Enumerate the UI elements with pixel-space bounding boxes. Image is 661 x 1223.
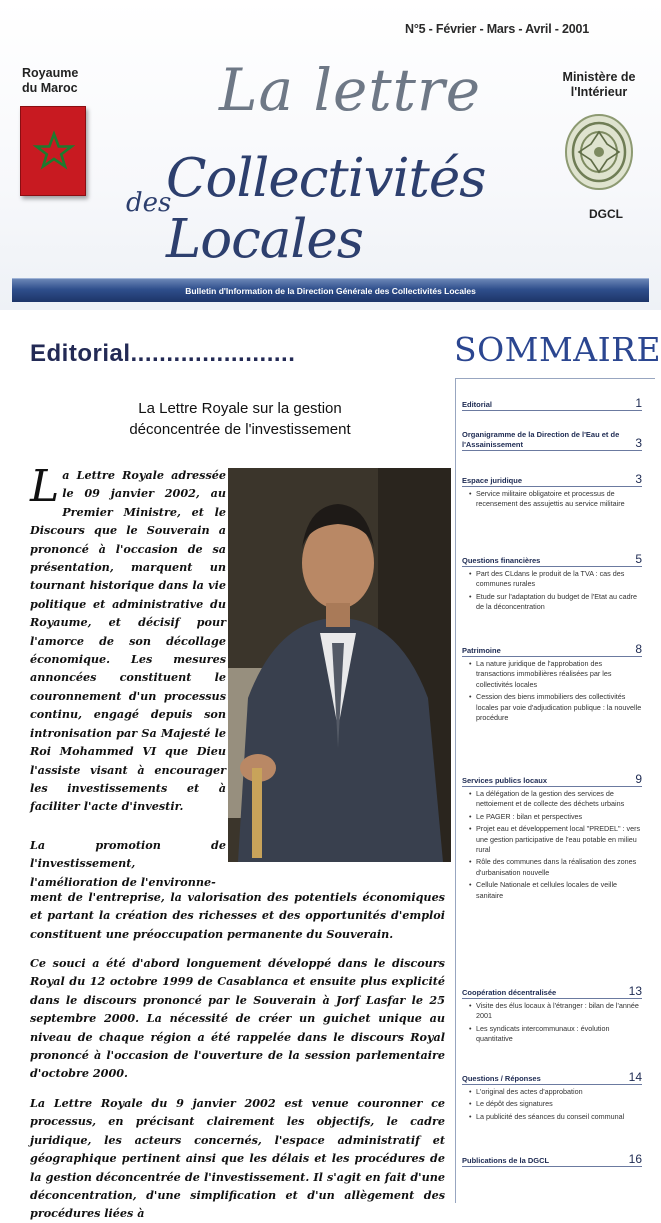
editorial-title-line-1: La Lettre Royale sur la gestion xyxy=(138,400,342,417)
toc-item[interactable]: • La nature juridique de l'approbation des transactions immobilières réalisées par les collectivités locales xyxy=(462,659,642,690)
toc-item[interactable]: • Les syndicats intercommunaux : évolution quantitative xyxy=(462,1024,642,1045)
kingdom-line-2: du Maroc xyxy=(22,81,78,95)
toc-section xyxy=(462,1152,642,1167)
subtitle-band-text: Bulletin d'Information de la Direction Générale des Collectivités Locales xyxy=(185,286,476,296)
subtitle-band xyxy=(12,278,649,302)
ministry-label xyxy=(559,70,639,100)
toc-page-number: 16 xyxy=(628,1152,642,1166)
editorial-title xyxy=(90,398,390,440)
ministry-line-2: l'Intérieur xyxy=(570,85,628,99)
editorial-paragraph-2: La promotion de l'investissement, l'amélioration de l'environne- xyxy=(30,838,226,889)
toc-section-title[interactable]: Services publics locaux 9 xyxy=(462,772,642,786)
newsletter-title-line-1: La lettre xyxy=(218,56,482,124)
toc-section xyxy=(462,396,642,411)
editorial-paragraph-4: Ce souci a été d'abord longuement développé dans le discours Royal du 12 octobre 1999 de Casablanca et ensuite plus explicité dans le discours prononcé par le Souverain à Jorf Lasfar le 25 septembre 2000. La nécessité de créer un guichet unique au niveau de chaque région a été rappelée dans le discours Royal prononcé à l'occasion de l'ouverture de la session parlementaire d'octobre 2000. xyxy=(30,956,445,1081)
kingdom-label xyxy=(22,66,78,96)
toc-page-number: 8 xyxy=(635,642,642,656)
newsletter-title-line-2: Collectivités Locales xyxy=(166,148,486,270)
masthead xyxy=(0,0,661,310)
toc-section xyxy=(462,772,642,901)
king-portrait-photo xyxy=(228,468,451,862)
toc-item[interactable]: • Cession des biens immobiliers des collectivités locales par voie d'adjudication publique : la nouvelle procédure xyxy=(462,692,642,723)
toc-section xyxy=(462,472,642,510)
toc-section xyxy=(462,984,642,1045)
toc-item[interactable]: • La publicité des séances du conseil communal xyxy=(462,1112,642,1122)
toc-section xyxy=(462,642,642,723)
toc-section-title[interactable]: Questions financières 5 xyxy=(462,552,642,566)
toc-page-number: 14 xyxy=(628,1070,642,1084)
editorial-paragraph-1 xyxy=(30,461,226,816)
sommaire-heading: SOMMAIRE xyxy=(454,330,661,369)
toc-item[interactable]: • Projet eau et développement local "PREDEL" : vers une gestion participative de l'eau potable en milieu rural xyxy=(462,824,642,855)
toc-item[interactable]: • Rôle des communes dans la réalisation des zones d'urbanisation nouvelle xyxy=(462,857,642,878)
toc-item[interactable]: • Service militaire obligatoire et processus de recensement des assujettis au service militaire xyxy=(462,489,642,510)
toc-page-number: 13 xyxy=(628,984,642,998)
editorial-paragraph-3: ment de l'entreprise, la valorisation des potentiels économiques et partant la création des richesses et des opportunités d'emploi constituent une préoccupation permanente du Souverain. xyxy=(30,890,445,941)
toc-section-title[interactable]: Publications de la DGCL 16 xyxy=(462,1152,642,1166)
newsletter-title-des: des xyxy=(126,188,172,218)
issue-number: N°5 - Février - Mars - Avril - 2001 xyxy=(405,22,589,36)
toc-item[interactable]: • Part des CLdans le produit de la TVA : cas des communes rurales xyxy=(462,569,642,590)
drop-cap: L xyxy=(30,461,60,512)
toc-section xyxy=(462,430,642,451)
toc-page-number: 1 xyxy=(635,396,642,410)
editorial-heading: Editorial....................... xyxy=(30,340,296,367)
toc-section-title[interactable]: Patrimoine 8 xyxy=(462,642,642,656)
toc-section-title[interactable]: Coopération décentralisée 13 xyxy=(462,984,642,998)
editorial-paragraph-5: La Lettre Royale du 9 janvier 2002 est venue couronner ce processus, en précisant clairement les objectifs, le cadre juridique, les acteurs concernés, l'espace administratif et géographique pertinent ainsi que les délais et les procédures de la gestion déconcentrée de l'investissement. Il s'agit en fait d'une déconcentration, d'une simplification et d'un allègement des procédures liées à xyxy=(30,1096,445,1221)
toc-section-title[interactable]: Espace juridique 3 xyxy=(462,472,642,486)
toc-item[interactable]: • Etude sur l'adaptation du budget de l'Etat au cadre de la déconcentration xyxy=(462,592,642,613)
toc-page-number: 5 xyxy=(635,552,642,566)
morocco-flag-icon xyxy=(20,106,86,196)
toc-page-number: 3 xyxy=(635,472,642,486)
toc-item[interactable]: • Visite des élus locaux à l'étranger : bilan de l'année 2001 xyxy=(462,1001,642,1022)
toc-item[interactable]: • Cellule Nationale et cellules locales de veille sanitaire xyxy=(462,880,642,901)
ministry-line-1: Ministère de xyxy=(562,70,636,84)
toc-section-title[interactable]: Questions / Réponses 14 xyxy=(462,1070,642,1084)
editorial-title-line-2: déconcentrée de l'investissement xyxy=(129,421,351,438)
toc-section xyxy=(462,552,642,613)
dgcl-label: DGCL xyxy=(589,207,623,221)
toc-item[interactable]: • Le PAGER : bilan et perspectives xyxy=(462,812,642,822)
pentagram-icon xyxy=(36,132,72,168)
kingdom-line-1: Royaume xyxy=(22,66,79,80)
toc-item[interactable]: • La délégation de la gestion des services de nettoiement et de collecte des déchets urbains xyxy=(462,789,642,810)
editorial-paragraph-1-text: a Lettre Royale adressée le 09 janvier 2002, au Premier Ministre, et le Discours que le Souverain a prononcé à l'occasion de sa présentation, marquent un tournant historique dans la vie politique et administrative du Royaume, et décisif pour l'amorce de son décollage économique. Les mesures annoncées constituent le couronnement d'un processus continu, engagé depuis son intronisation par Sa Majesté le Roi Mohammed VI que Dieu l'assiste visant à encourager les investissements et à faciliter l'acte d'investir. xyxy=(30,468,226,814)
toc-section-title[interactable]: Organigramme de la Direction de l'Eau et de l'Assainissement 3 xyxy=(462,430,642,450)
toc-item[interactable]: • Le dépôt des signatures xyxy=(462,1099,642,1109)
toc-item[interactable]: • L'original des actes d'approbation xyxy=(462,1087,642,1097)
toc-section-title[interactable]: Editorial 1 xyxy=(462,396,642,410)
toc-page-number: 9 xyxy=(635,772,642,786)
toc-page-number: 3 xyxy=(635,436,642,450)
toc-section xyxy=(462,1070,642,1122)
